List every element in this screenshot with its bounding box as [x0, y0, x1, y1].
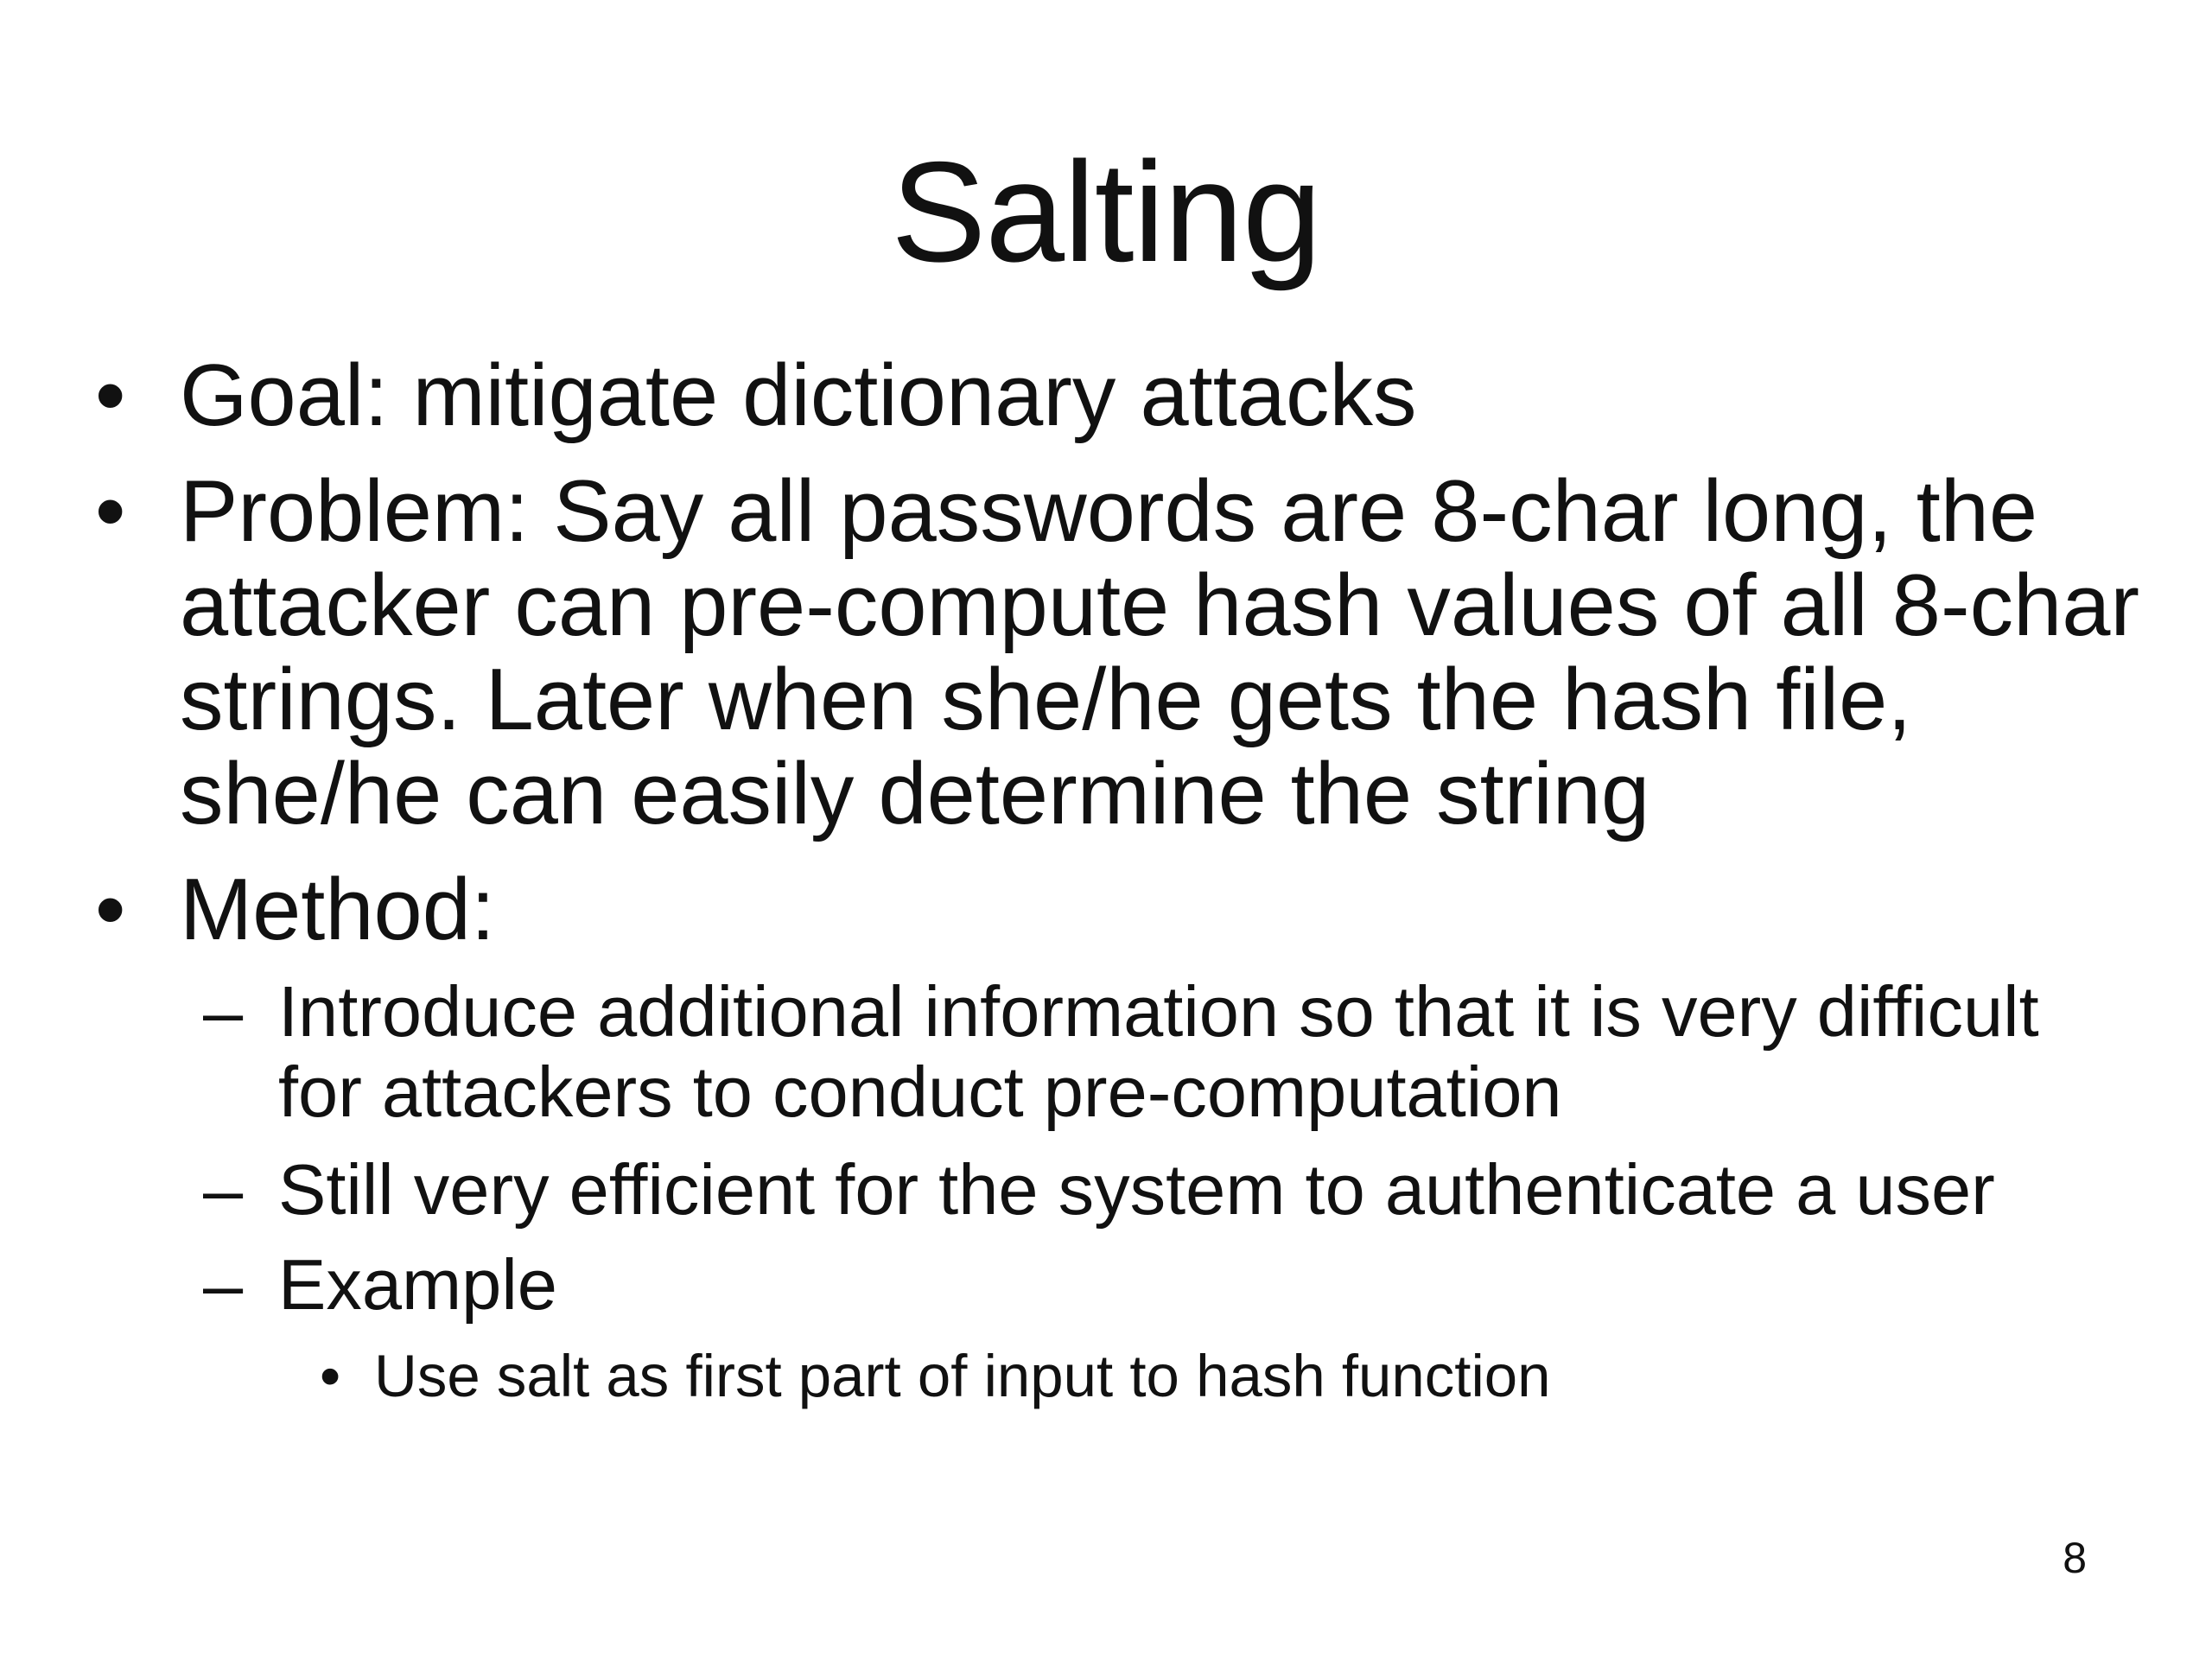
bullet-problem-line-1: Problem: Say all passwords are 8-char long, the	[180, 463, 2038, 560]
bullet-problem-line-2: attacker can pre-compute hash values of all 8-char	[180, 557, 2140, 654]
dash-introduce-line-1: Introduce additional information so that it is very difficult	[278, 971, 2039, 1052]
dash-efficient-text: Still very efficient for the system to authenticate a user	[278, 1149, 1995, 1230]
bullet-method-text: Method:	[180, 861, 495, 958]
bullet-goal: •	[95, 347, 126, 444]
dash-introduce: –	[203, 971, 244, 1052]
bullet-method: •	[95, 861, 126, 958]
bullet-problem-line-4: she/he can easily determine the string	[180, 746, 1650, 842]
bullet-salt: •	[320, 1343, 341, 1409]
dash-example: –	[203, 1244, 244, 1325]
dash-example-text: Example	[278, 1244, 557, 1325]
dash-introduce-line-2: for attackers to conduct pre-computation	[278, 1052, 1562, 1132]
slide-title: Salting	[891, 132, 1321, 291]
bullet-problem: •	[95, 463, 126, 560]
bullet-salt-text: Use salt as first part of input to hash function	[374, 1343, 1551, 1409]
bullet-goal-text: Goal: mitigate dictionary attacks	[180, 347, 1417, 444]
bullet-problem-line-3: strings. Later when she/he gets the hash file,	[180, 652, 1912, 748]
dash-efficient: –	[203, 1149, 244, 1230]
page-number: 8	[2063, 1534, 2087, 1582]
